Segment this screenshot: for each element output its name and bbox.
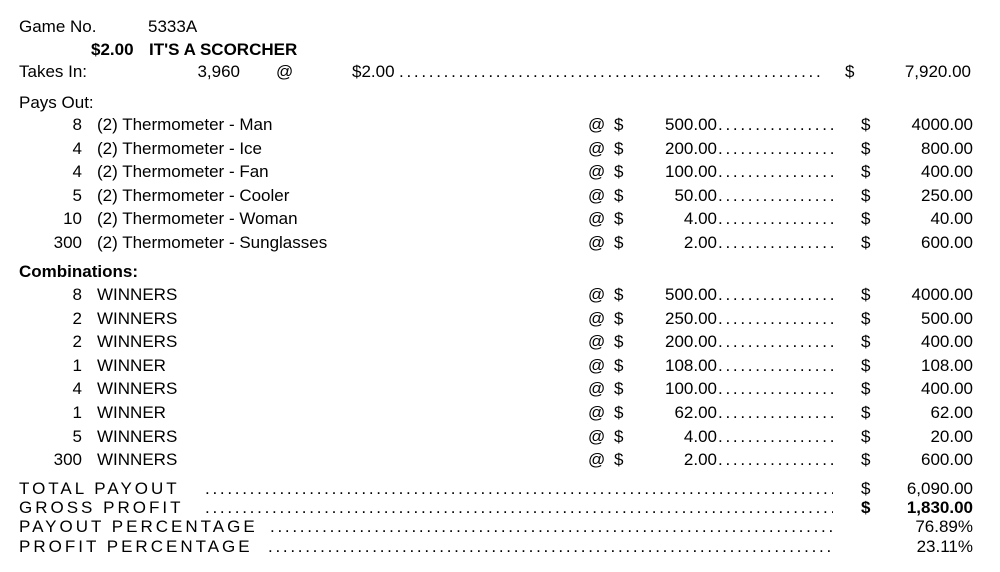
row-total-currency: $ <box>861 233 871 252</box>
row-currency: $ <box>614 185 624 205</box>
total-payout-value: 6,090.00 <box>906 479 973 498</box>
gross-profit-currency: $ <box>861 498 871 517</box>
row-currency: $ <box>614 209 624 229</box>
row-total: 40.00 <box>930 209 973 229</box>
row-total: 500.00 <box>921 308 973 328</box>
row-price: 2.00 <box>683 450 717 470</box>
row-currency: $ <box>614 403 624 422</box>
total-payout-leader <box>205 479 833 499</box>
row-dot-leader <box>718 379 836 399</box>
row-price: 108.00 <box>665 355 717 375</box>
takes-in-price: $2.00 <box>352 62 395 81</box>
row-total-currency: $ <box>861 138 871 158</box>
combinations-label: Combinations: <box>19 262 138 281</box>
row-description: (2) Thermometer - Ice <box>97 138 263 158</box>
row-total-currency: $ <box>861 355 871 375</box>
row-price: 4.00 <box>683 426 717 446</box>
row-at: @ <box>588 185 606 205</box>
row-total-currency: $ <box>861 403 871 422</box>
row-price: 4.00 <box>683 209 717 229</box>
row-total-currency: $ <box>861 450 871 470</box>
row-qty: 5 <box>72 426 82 446</box>
row-dot-leader <box>718 233 836 253</box>
row-description: (2) Thermometer - Man <box>97 115 273 134</box>
row-at: @ <box>588 332 606 352</box>
row-total: 20.00 <box>930 426 973 446</box>
ticket-price: $2.00 <box>91 40 134 59</box>
row-currency: $ <box>614 426 624 446</box>
row-description: (2) Thermometer - Cooler <box>97 185 290 205</box>
row-currency: $ <box>614 233 624 252</box>
row-total: 108.00 <box>921 355 973 375</box>
row-description: WINNERS <box>97 308 178 328</box>
row-price: 100.00 <box>665 162 717 182</box>
row-currency: $ <box>614 115 624 134</box>
row-dot-leader <box>718 332 836 352</box>
takes-in-count: 3,960 <box>197 62 240 81</box>
gross-profit-value: 1,830.00 <box>906 498 973 517</box>
takes-in-at: @ <box>276 62 294 81</box>
profit-percentage-leader <box>268 537 833 557</box>
takes-in-label: Takes In: <box>19 62 88 81</box>
profit-percentage-label: PROFIT PERCENTAGE <box>19 537 253 556</box>
row-dot-leader <box>718 162 836 182</box>
row-total: 62.00 <box>930 403 973 422</box>
row-qty: 8 <box>72 285 82 304</box>
row-dot-leader <box>718 186 836 206</box>
row-total: 600.00 <box>921 233 973 252</box>
row-currency: $ <box>614 332 624 352</box>
row-price: 62.00 <box>674 403 717 422</box>
row-currency: $ <box>614 379 624 399</box>
row-at: @ <box>588 450 606 470</box>
row-qty: 2 <box>72 308 82 328</box>
payout-percentage-label: PAYOUT PERCENTAGE <box>19 517 258 536</box>
row-price: 500.00 <box>665 285 717 304</box>
row-total-currency: $ <box>861 332 871 352</box>
gross-profit-label: GROSS PROFIT <box>19 498 184 517</box>
row-qty: 300 <box>53 450 82 470</box>
row-total: 250.00 <box>921 185 973 205</box>
row-description: WINNERS <box>97 379 178 399</box>
row-total-currency: $ <box>861 185 871 205</box>
row-total-currency: $ <box>861 115 871 134</box>
row-price: 50.00 <box>674 185 717 205</box>
row-total: 400.00 <box>921 332 973 352</box>
row-at: @ <box>588 379 606 399</box>
row-price: 200.00 <box>665 332 717 352</box>
row-currency: $ <box>614 138 624 158</box>
game-no-label: Game No. <box>19 17 97 36</box>
row-price: 200.00 <box>665 138 717 158</box>
total-payout-label: TOTAL PAYOUT <box>19 479 180 498</box>
row-currency: $ <box>614 355 624 375</box>
row-description: WINNERS <box>97 426 178 446</box>
row-price: 500.00 <box>665 115 717 134</box>
row-qty: 5 <box>72 185 82 205</box>
game-no-value: 5333A <box>148 17 198 36</box>
row-price: 250.00 <box>665 308 717 328</box>
row-at: @ <box>588 162 606 182</box>
row-dot-leader <box>718 309 836 329</box>
row-description: (2) Thermometer - Woman <box>97 209 298 229</box>
row-at: @ <box>588 403 606 422</box>
row-total: 800.00 <box>921 138 973 158</box>
total-payout-currency: $ <box>861 479 871 498</box>
row-description: (2) Thermometer - Sunglasses <box>97 233 328 252</box>
row-total-currency: $ <box>861 162 871 182</box>
row-dot-leader <box>718 285 836 305</box>
row-total-currency: $ <box>861 285 871 304</box>
takes-in-leader <box>399 62 823 82</box>
row-qty: 4 <box>72 138 82 158</box>
row-currency: $ <box>614 308 624 328</box>
row-total-currency: $ <box>861 426 871 446</box>
row-at: @ <box>588 209 606 229</box>
row-total-currency: $ <box>861 209 871 229</box>
row-at: @ <box>588 115 606 134</box>
row-qty: 2 <box>72 332 82 352</box>
row-description: WINNER <box>97 355 166 375</box>
row-dot-leader <box>718 115 836 135</box>
row-description: WINNERS <box>97 450 178 470</box>
row-at: @ <box>588 285 606 304</box>
row-price: 100.00 <box>665 379 717 399</box>
row-total: 400.00 <box>921 379 973 399</box>
takes-in-currency: $ <box>845 62 855 81</box>
row-dot-leader <box>718 356 836 376</box>
row-currency: $ <box>614 162 624 182</box>
payout-percentage-value: 76.89% <box>915 517 973 536</box>
row-description: WINNER <box>97 403 166 422</box>
row-dot-leader <box>718 209 836 229</box>
payout-percentage-leader <box>270 517 833 537</box>
row-total-currency: $ <box>861 379 871 399</box>
row-qty: 300 <box>53 233 82 252</box>
game-title: IT'S A SCORCHER <box>149 40 298 59</box>
row-dot-leader <box>718 427 836 447</box>
row-at: @ <box>588 138 606 158</box>
row-total: 400.00 <box>921 162 973 182</box>
row-qty: 10 <box>63 209 82 229</box>
row-total: 4000.00 <box>911 285 973 304</box>
row-at: @ <box>588 426 606 446</box>
row-at: @ <box>588 355 606 375</box>
row-total: 4000.00 <box>911 115 973 134</box>
row-qty: 1 <box>72 403 82 422</box>
row-qty: 4 <box>72 162 82 182</box>
takes-in-total: 7,920.00 <box>904 62 971 81</box>
row-description: WINNERS <box>97 285 178 304</box>
row-description: (2) Thermometer - Fan <box>97 162 269 182</box>
row-dot-leader <box>718 403 836 423</box>
row-qty: 4 <box>72 379 82 399</box>
profit-percentage-value: 23.11% <box>916 537 973 556</box>
pays-out-label: Pays Out: <box>19 93 94 112</box>
row-at: @ <box>588 233 606 252</box>
row-currency: $ <box>614 450 624 470</box>
gross-profit-leader <box>205 498 833 518</box>
row-currency: $ <box>614 285 624 304</box>
row-dot-leader <box>718 450 836 470</box>
row-dot-leader <box>718 139 836 159</box>
row-qty: 8 <box>72 115 82 134</box>
row-price: 2.00 <box>683 233 717 252</box>
row-total-currency: $ <box>861 308 871 328</box>
row-total: 600.00 <box>921 450 973 470</box>
row-qty: 1 <box>72 355 82 375</box>
row-description: WINNERS <box>97 332 178 352</box>
row-at: @ <box>588 308 606 328</box>
